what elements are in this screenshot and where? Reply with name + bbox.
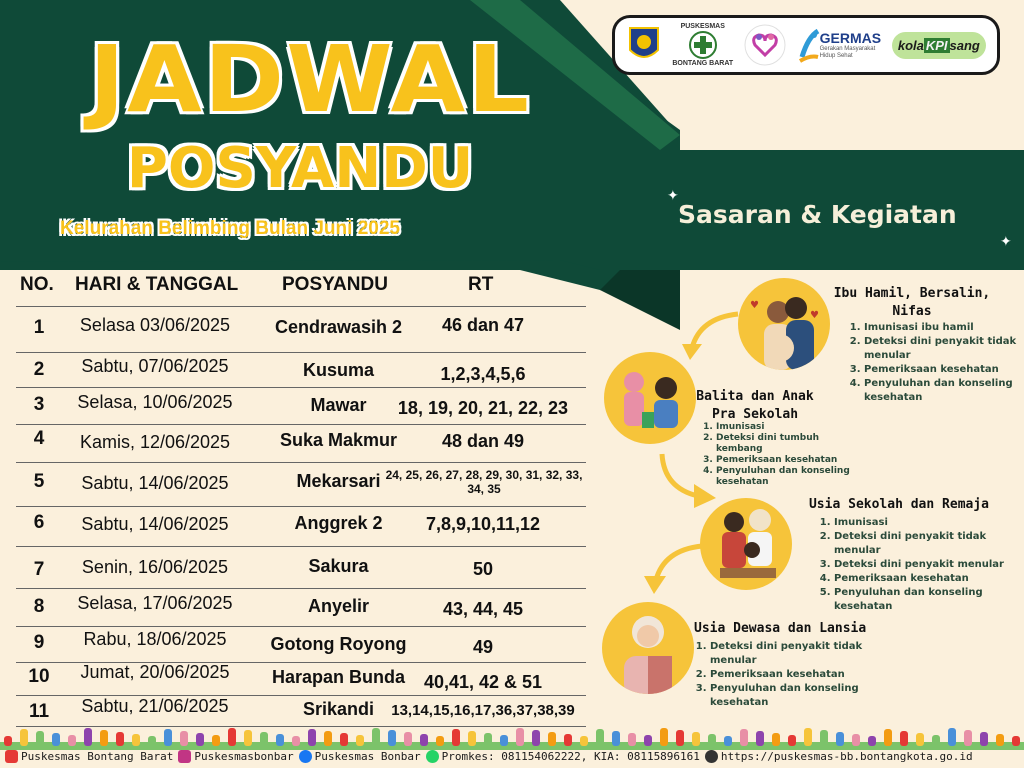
row-posyandu: Anyelir <box>307 596 370 616</box>
group-2-title-line2: Pra Sekolah <box>711 407 799 422</box>
puskesmas-cross-icon <box>688 30 718 60</box>
group-3-list <box>818 516 1024 614</box>
row-no: 3 <box>33 394 45 415</box>
group-1-title-line2: Nifas <box>892 304 932 319</box>
row-posyandu: Suka Makmur <box>279 430 398 450</box>
row-no: 1 <box>33 317 45 338</box>
table-row <box>16 355 586 389</box>
row-no: 7 <box>33 559 45 580</box>
row-rt: 43, 44, 45 <box>442 599 524 619</box>
row-date: Sabtu, 07/06/2025 <box>81 356 229 376</box>
footer-whatsapp-text: Promkes: 081154062222, KIA: 08115896161 <box>441 749 700 763</box>
row-posyandu: Sakura <box>308 556 369 576</box>
row-rt: 1,2,3,4,5,6 <box>440 364 526 384</box>
list-item: 1. Deteksi dini penyakit tidak menular <box>710 640 880 668</box>
row-date: Jumat, 20/06/2025 <box>80 662 230 682</box>
row-no: 9 <box>33 632 45 653</box>
table-row <box>16 390 586 424</box>
row-posyandu: Harapan Bunda <box>271 667 406 687</box>
row-posyandu: Cendrawasih 2 <box>274 317 403 337</box>
group-2-title-line1: Balita dan Anak <box>696 389 814 404</box>
list-item: 3. Pemeriksaan kesehatan <box>864 363 1024 377</box>
col-header-no: NO. <box>20 274 54 295</box>
table-row <box>16 426 586 462</box>
group-3-title: Usia Sekolah dan Remaja <box>808 497 989 512</box>
row-posyandu: Mawar <box>310 395 367 415</box>
list-item: 1. Imunisasi ibu hamil <box>864 321 1024 335</box>
row-divider <box>16 387 586 388</box>
row-rt: 48 dan 49 <box>441 431 525 451</box>
group-1-title-line1: Ibu Hamil, Bersalin, <box>833 286 991 301</box>
row-no: 10 <box>28 666 50 687</box>
svg-text:♥: ♥ <box>750 300 759 311</box>
col-header-rt: RT <box>468 274 494 295</box>
kola-text: kola <box>897 37 924 53</box>
list-item: 2. Pemeriksaan kesehatan <box>710 668 880 682</box>
facebook-icon <box>299 750 312 763</box>
row-rt: 50 <box>472 559 494 579</box>
col-header-posyandu: POSYANDU <box>282 274 388 295</box>
row-posyandu: Srikandi <box>302 699 375 719</box>
row-no: 8 <box>33 596 45 617</box>
germas-logo <box>798 27 882 63</box>
row-no: 6 <box>33 512 45 533</box>
germas-text: GERMAS <box>819 30 882 46</box>
row-rt: 40,41, 42 & 51 <box>423 672 543 692</box>
puskesmas-logo <box>672 23 733 67</box>
bontang-city-emblem-icon <box>626 24 662 66</box>
row-date: Sabtu, 21/06/2025 <box>81 696 229 716</box>
page-subtitle: POSYANDU <box>126 136 474 201</box>
group-4-title: Usia Dewasa dan Lansia <box>694 621 867 636</box>
footer-youtube-text: Puskesmas Bontang Barat <box>21 749 174 763</box>
sparkle-icon: ✦ <box>667 188 679 204</box>
row-date: Rabu, 18/06/2025 <box>83 629 227 649</box>
row-rt: 24, 25, 26, 27, 28, 29, 30, 31, 32, 33, 34, 35 <box>385 468 583 496</box>
footer-whatsapp[interactable] <box>421 750 700 763</box>
row-divider <box>16 424 586 425</box>
globe-icon <box>705 750 718 763</box>
table-row <box>16 550 586 586</box>
table-row <box>16 508 586 546</box>
footer-website-text: https://puskesmas-bb.bontangkota.go.id <box>720 749 973 763</box>
footer-facebook[interactable] <box>294 750 421 763</box>
list-item: 3. Pemeriksaan kesehatan <box>716 455 856 466</box>
footer-facebook-text: Puskesmas Bonbar <box>314 749 421 763</box>
row-date: Kamis, 12/06/2025 <box>79 432 231 452</box>
row-rt: 13,14,15,16,17,36,37,38,39 <box>391 702 575 719</box>
tagline: Kelurahan Belimbing Bulan Juni 2025 <box>60 218 400 239</box>
school-youth-illustration <box>700 498 792 590</box>
row-no: 5 <box>33 471 45 492</box>
kpi-text: KPI <box>925 37 948 53</box>
list-item: 4. Pemeriksaan kesehatan <box>834 572 1024 586</box>
row-rt: 18, 19, 20, 21, 22, 23 <box>397 398 569 418</box>
row-posyandu: Anggrek 2 <box>294 513 383 533</box>
list-item: 3. Deteksi dini penyakit menular <box>834 558 1024 572</box>
row-rt: 46 dan 47 <box>441 315 525 335</box>
logo-bar <box>612 15 1000 75</box>
footer-instagram[interactable] <box>173 750 293 763</box>
row-divider <box>16 352 586 353</box>
sparkle-icon: ✦ <box>1000 234 1012 250</box>
puskesmas-logo-top: PUSKESMAS <box>680 23 725 30</box>
whatsapp-icon <box>426 750 439 763</box>
row-date: Selasa 03/06/2025 <box>79 315 231 335</box>
list-item: 1. Imunisasi <box>716 422 856 433</box>
row-date: Selasa, 10/06/2025 <box>77 392 233 412</box>
list-item: 2. Deteksi dini tumbuh kembang <box>716 433 856 455</box>
row-rt: 49 <box>472 637 494 657</box>
list-item: 5. Penyuluhan dan konseling kesehatan <box>834 586 1024 614</box>
row-no: 2 <box>33 359 45 380</box>
page-title: JADWAL <box>88 26 532 133</box>
table-row <box>16 590 586 624</box>
row-posyandu: Mekarsari <box>296 471 381 491</box>
kolakpisang-logo <box>892 32 986 59</box>
posyandu-heart-logo-icon <box>743 23 787 67</box>
row-divider <box>16 588 586 589</box>
instagram-icon <box>178 750 191 763</box>
table-row <box>16 464 586 506</box>
list-item: 3. Penyuluhan dan konseling kesehatan <box>710 682 880 710</box>
group-4-list <box>694 640 880 710</box>
footer-instagram-text: Puskesmasbonbar <box>194 749 294 763</box>
row-date: Sabtu, 14/06/2025 <box>81 473 229 493</box>
sang-text: sang <box>949 37 980 53</box>
elderly-illustration <box>602 602 694 694</box>
children-illustration <box>604 352 696 444</box>
puskesmas-logo-bottom: BONTANG BARAT <box>672 60 734 67</box>
germas-subtext: Gerakan Masyarakat Hidup Sehat <box>819 46 876 59</box>
pregnant-family-illustration <box>738 278 830 370</box>
list-item: 2. Deteksi dini penyakit tidak menular <box>834 530 1024 558</box>
group-1-title <box>826 285 998 321</box>
group-2-list <box>700 422 856 488</box>
table-row <box>16 628 586 662</box>
ribbon-fold-shadow <box>600 270 680 330</box>
row-divider <box>16 462 586 463</box>
row-no: 4 <box>33 428 45 449</box>
list-item: 4. Penyuluhan dan konseling kesehatan <box>716 466 856 488</box>
footer-youtube[interactable] <box>0 750 173 763</box>
curved-arrow-icon <box>680 308 742 362</box>
sasaran-heading: Sasaran & Kegiatan <box>678 200 957 229</box>
row-rt: 7,8,9,10,11,12 <box>425 514 541 534</box>
germas-figure-icon <box>798 27 820 63</box>
group-1-list <box>848 321 1024 405</box>
footer <box>0 744 1024 768</box>
svg-text:♥: ♥ <box>810 310 819 321</box>
row-posyandu: Gotong Royong <box>270 634 407 654</box>
curved-arrow-icon <box>654 450 718 510</box>
row-posyandu: Kusuma <box>302 360 374 380</box>
table-row <box>16 663 586 695</box>
list-item: 2. Deteksi dini penyakit tidak menular <box>864 335 1024 363</box>
youtube-icon <box>5 750 18 763</box>
list-item: 1. Imunisasi <box>834 516 1024 530</box>
curved-arrow-icon <box>640 540 706 596</box>
row-divider <box>16 506 586 507</box>
footer-website[interactable] <box>700 750 973 763</box>
header-divider <box>16 306 586 307</box>
row-date: Senin, 16/06/2025 <box>81 557 229 577</box>
col-header-date: HARI & TANGGAL <box>75 274 239 295</box>
row-divider <box>16 626 586 627</box>
row-no: 11 <box>28 701 50 722</box>
row-date: Sabtu, 14/06/2025 <box>81 514 229 534</box>
row-date: Selasa, 17/06/2025 <box>77 593 233 613</box>
row-divider <box>16 546 586 547</box>
table-row <box>16 312 586 352</box>
group-2-title <box>690 388 820 424</box>
list-item: 4. Penyuluhan dan konseling kesehatan <box>864 377 1024 405</box>
